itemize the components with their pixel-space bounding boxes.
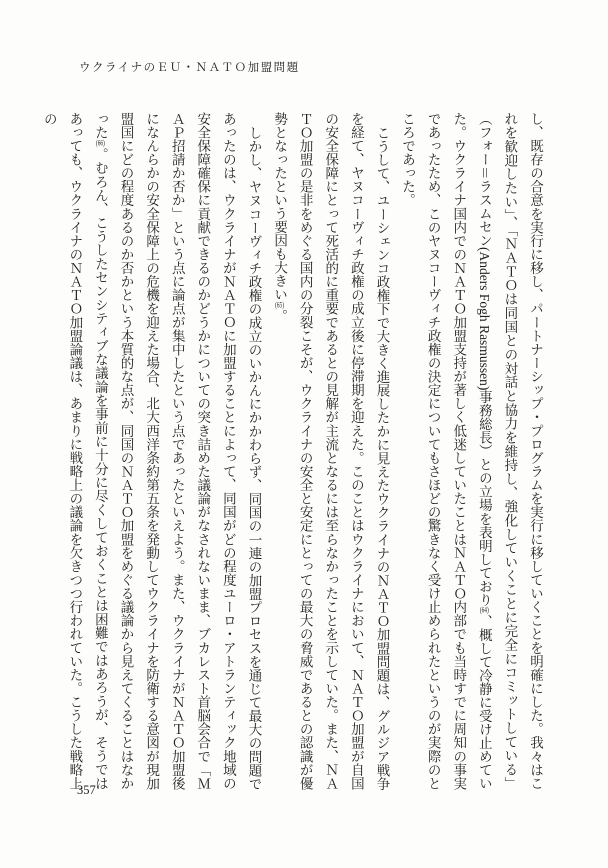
text-run: 、概して冷静に受け止めていた。ウクライナ国内でのＮＡＴＯ加盟支持が著しく低迷していたことはＮＡＴＯ内部でも当時すでに周知の事実であったため、このヤヌコーヴィチ政権の決定についてもさほどの驚きなく受け止められたというのが実際のところであった。 <box>400 112 492 790</box>
text-run: しかし、ヤヌコーヴィチ政権の成立のいかんにかかわらず、同国の一連の加盟プロセスを通じて最大の問題であったのは、ウクライナがＮＡＴＯに加盟することによって、同国がどの程度ユーロ・アトランティック地域の安全保障確保に貢献できるのかどうかについての突き詰めた議論がなされないまま、ブカレスト首脳会合で「ＭＡＰ招請か否か」という点に論点が集中したという点であったといえよう。また、ウクライナがＮＡＴＯ加盟後になんらかの安全保障上の危機を迎えた場合、北大西洋条約第五条を発動してウクライナを防衛する意図が現加盟国にどの程度あるのか否かという本質的な点が、同国のＮＡＴＯ加盟をめぐる議論から見えてくることはなかった <box>92 112 262 790</box>
footnote-marker: (66) <box>96 139 105 148</box>
footnote-marker: (65) <box>275 301 284 309</box>
footnote-marker: (64) <box>479 606 489 615</box>
paragraph <box>394 112 548 790</box>
text-run: し、既存の合意を実行に移し、パートナーシップ・プログラムを実行に移していくことを明確にした。我々はこれを歓迎したい」、「ＮＡＴＯは同国との対話と協力を維持し、強化していくことに完全にコミットしている」（フォー＝ラスムセン(Anders Fogh Rasmussen)事務総長）との立場を表明しており <box>476 112 543 790</box>
text-run: 。むろん、こうしたセンシティブな議論を事前に十分に尽くしておくことは困難ではあろうが、そうではあっても、ウクライナのＮＡＴＯ加盟論議は、あまりに戦略上の議論を欠きつつ行われていた。こうした戦略上の <box>41 112 108 791</box>
text-run: 。 <box>272 309 288 323</box>
running-header: ウクライナのＥＵ・ＮＡＴＯ加盟問題 <box>79 62 300 74</box>
body-text <box>41 112 548 791</box>
text-run: こうして、ユーシェンコ政権下で大きく進展したかに見えたウクライナのＮＡＴＯ加盟問題は、グルジア戦争を経て、ヤヌコーヴィチ政権の成立後に停滞期を迎えた。このことはウクライナにおいて、ＮＡＴＯ加盟が自国の安全保障にとって死活的に重要であるとの見解が主流となるには至らなかったことを示していた。また、ＮＡＴＯ加盟の是非をめぐる国内の分裂こそが、ウクライナの安全と安定にとっての最大の脅威であるとの認識が優勢となったという要因も大きい <box>272 112 390 790</box>
paragraph <box>266 112 394 790</box>
page-number: 357 <box>77 783 96 797</box>
paragraph <box>36 112 266 790</box>
